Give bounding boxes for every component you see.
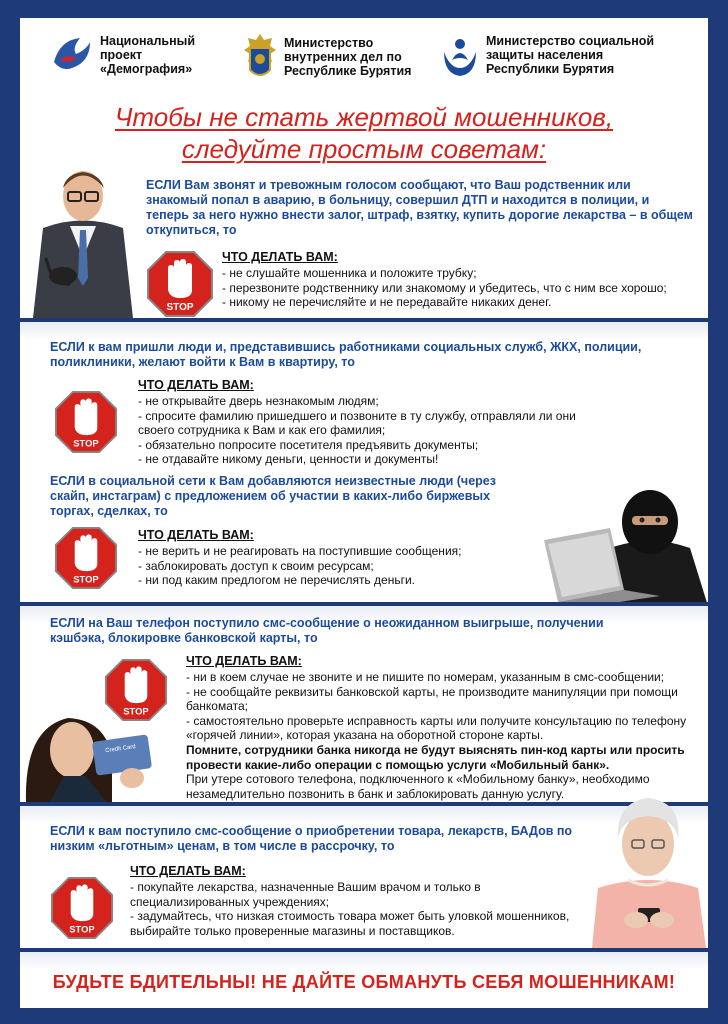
stop-hand-icon (54, 526, 118, 590)
section3-todo-list (138, 544, 538, 588)
section1-todo-list (222, 266, 700, 310)
logo-social-line3: Республики Бурятия (486, 62, 615, 76)
bank-warning-note: Помните, сотрудники банка никогда не будут выяснять пин-код карты или просить провести какие-либо операции с помощью услуги «Мобильный банк». (186, 742, 685, 772)
list-item: - никому не перечисляйте и не передавайте никаких денег. (222, 295, 552, 310)
logo-social-line1: Министерство социальной (486, 34, 655, 48)
section5-todo-heading: ЧТО ДЕЛАТЬ ВАМ: (130, 864, 246, 878)
woman-with-card-illustration (20, 698, 180, 802)
section2-intro: ЕСЛИ к вам пришли люди и, представившись работниками социальных служб, ЖКХ, полиции, поликлиники, желают войти к Вам в квартиру, то (50, 340, 642, 369)
list-item: - не открывайте дверь незнакомым людям; (138, 394, 379, 408)
logo-social (440, 32, 654, 78)
stop-label: STOP (73, 573, 99, 585)
logo-demography (50, 32, 195, 78)
divider (20, 318, 708, 340)
hacker-with-laptop-illustration (540, 478, 708, 606)
stop-hand-icon (54, 390, 118, 454)
list-item: - ни в коем случае не звоните и не пишите по номерам, указанным в смс-сообщении; (186, 670, 665, 684)
stop-label: STOP (69, 923, 95, 935)
social-protection-logo-icon (440, 32, 480, 78)
section2-todo-list (138, 394, 588, 467)
header (20, 32, 708, 92)
section1-intro: ЕСЛИ Вам звонят и тревожным голосом сообщают, что Ваш родственник или знакомый попал в аварию, в больницу, совершил ДТП и находится в полиции, и теперь за него нужно внести залог, штраф, взятку, купить дорогие лекарства – в общем откупиться, то (146, 178, 693, 237)
man-with-phone-illustration (28, 158, 138, 318)
divider (20, 948, 708, 970)
list-item: - не отдавайте никому деньги, ценности и документы! (138, 452, 439, 467)
list-item: - заблокировать доступ к своим ресурсам; (138, 558, 374, 573)
police-emblem-icon (242, 32, 278, 82)
lost-phone-note: При утере сотового телефона, подключенного к «Мобильному банку», необходимо незамедлительно позвонить в банк и заблокировать данную услугу. (186, 772, 650, 801)
logo-mvd (242, 32, 411, 82)
section5-intro: ЕСЛИ к вам поступило смс-сообщение о приобретении товара, лекарств, БАДов по низким «льготным» ценам, в том числе в рассрочку, то (50, 824, 573, 853)
section3-todo-heading: ЧТО ДЕЛАТЬ ВАМ: (138, 528, 254, 542)
poster (20, 18, 708, 1008)
list-item: - не сообщайте реквизиты банковской карты, не производите манипуляции при помощи банкомата; (186, 684, 678, 714)
stop-label: STOP (123, 705, 149, 717)
list-item: - задумайтесь, что низкая стоимость товара может быть уловкой мошенников, выбирайте только проверенные магазины и поставщиков. (130, 909, 570, 938)
section1-todo-heading: ЧТО ДЕЛАТЬ ВАМ: (222, 250, 338, 264)
logo-mvd-line1: Министерство (284, 36, 374, 50)
stop-hand-icon (146, 250, 214, 318)
section5-todo-list (130, 880, 600, 938)
section4-todo-list (186, 670, 702, 801)
logo-demography-line1: Национальный (100, 34, 196, 48)
list-item: - ни под каким предлогом не перечислять деньги. (138, 573, 415, 588)
page-title-line2: следуйте простым советам: (181, 134, 547, 164)
section3-intro: ЕСЛИ в социальной сети к Вам добавляются неизвестные люди (через скайп, инстаграм) с предложением об участии в каких-либо биржевых торгах, сделках, то (50, 474, 496, 518)
dove-logo-icon (50, 32, 94, 78)
list-item: - не верить и не реагировать на поступившие сообщения; (138, 544, 462, 558)
footer-warning: БУДЬТЕ БДИТЕЛЬНЫ! НЕ ДАЙТЕ ОБМАНУТЬ СЕБЯ МОШЕННИКАМ! (52, 972, 676, 992)
logo-demography-line3: «Демография» (100, 62, 193, 76)
list-item: - спросите фамилию пришедшего и позвоните в ту службу, отправляли ли они своего сотрудника к Вам и как его фамилия; (138, 408, 576, 438)
list-item: - самостоятельно проверьте исправность карты или получите консультацию по телефону «горячей линии», которая указана на оборотной стороне карты. (186, 713, 687, 743)
stop-label: STOP (166, 302, 194, 313)
elderly-woman-with-phone-illustration (588, 788, 708, 948)
section4-todo-heading: ЧТО ДЕЛАТЬ ВАМ: (186, 654, 302, 668)
page-title-line1: Чтобы не стать жертвой мошенников, (114, 102, 614, 132)
logo-mvd-line2: внутренних дел по (284, 50, 402, 64)
logo-demography-line2: проект (100, 48, 143, 62)
logo-social-line2: защиты населения (486, 48, 604, 62)
stop-hand-icon (50, 876, 114, 940)
list-item: - не слушайте мошенника и положите трубку; (222, 266, 477, 280)
section4-intro: ЕСЛИ на Ваш телефон поступило смс-сообщение о неожиданном выигрыше, получении кэшбэка, блокировке банковской карты, то (50, 616, 604, 645)
list-item: - обязательно попросите посетителя предъявить документы; (138, 437, 479, 452)
card-label: Credit Card (104, 744, 137, 755)
stop-label: STOP (73, 437, 99, 449)
logo-mvd-line3: Республике Бурятия (284, 64, 412, 78)
list-item: - покупайте лекарства, назначенные Вашим врачом и только в специализированных учреждениях; (130, 880, 481, 909)
list-item: - перезвоните родственнику или знакомому и убедитесь, что с ним все хорошо; (222, 280, 667, 295)
section2-todo-heading: ЧТО ДЕЛАТЬ ВАМ: (138, 378, 254, 392)
